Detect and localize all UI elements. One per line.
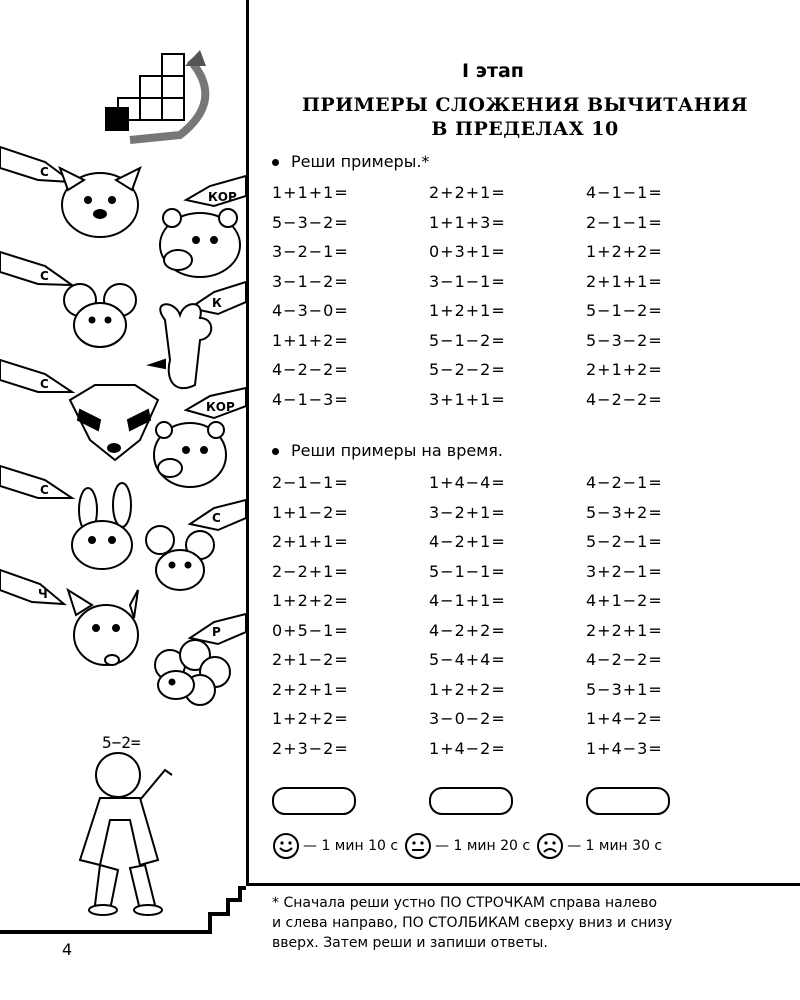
- mouse-head-icon-2: [146, 526, 214, 590]
- bear-head-icon: [160, 209, 240, 277]
- timing-legend: [272, 832, 668, 860]
- example-b-r2-c2: 3−2+1=: [429, 502, 506, 522]
- svg-text:Р: Р: [212, 625, 221, 639]
- happy-face-icon: [272, 832, 300, 860]
- example-a-r6-c2: 5−1−2=: [429, 330, 506, 350]
- example-b-r4-c1: 2−2+1=: [272, 561, 349, 581]
- sad-face-icon: [536, 832, 564, 860]
- example-a-r5-c2: 1+2+1=: [429, 301, 506, 320]
- example-a-r3-c3: 1+2+2=: [586, 242, 663, 261]
- stage-label: I этап: [462, 60, 524, 82]
- page-number: 4: [62, 940, 73, 959]
- example-b-r2-c1: 1+1−2=: [272, 502, 349, 522]
- rabbit-head-icon: [72, 483, 132, 569]
- mouse-head-icon: [64, 284, 136, 347]
- example-b-r4-c2: 5−1−1=: [429, 561, 506, 581]
- example-b-r6-c2: 4−2+2=: [429, 620, 506, 640]
- example-b-r7-c2: 5−4+4=: [429, 650, 506, 669]
- example-b-r7-c1: 2+1−2=: [272, 650, 349, 669]
- examples-grid-2: [272, 468, 752, 763]
- pencil-right-1: [186, 176, 246, 206]
- divider-vertical: [246, 0, 249, 885]
- timing-text-3: — 1 мин 30 с: [567, 838, 663, 854]
- example-a-r7-c3: 2+1+2=: [586, 360, 663, 379]
- svg-text:С: С: [212, 511, 221, 525]
- example-b-r10-c2: 1+4−2=: [429, 738, 506, 758]
- footnote-line-3: вверх. Затем реши и запиши ответы.: [272, 935, 548, 951]
- pencil-left-5: [0, 570, 64, 604]
- svg-text:К: К: [212, 296, 222, 310]
- instruction-2: Реши примеры на время.: [272, 441, 503, 460]
- timing-item-neutral: [404, 832, 530, 860]
- neutral-face-icon: [404, 832, 432, 860]
- example-a-r4-c1: 3−1−2=: [272, 271, 349, 291]
- example-b-r8-c1: 2+2+1=: [272, 679, 349, 699]
- cat-head-icon: [60, 168, 140, 237]
- example-a-r7-c1: 4−2−2=: [272, 360, 349, 379]
- example-b-r8-c3: 5−3+1=: [586, 679, 663, 699]
- example-a-r8-c3: 4−2−2=: [586, 389, 663, 409]
- board-equation: 5−2=: [102, 733, 141, 752]
- example-a-r8-c2: 3+1+1=: [429, 389, 506, 409]
- instruction-1: Реши примеры.*: [272, 152, 429, 171]
- footnote-line-1: * Сначала реши устно ПО СТРОЧКАМ справа налево: [272, 895, 658, 911]
- timing-item-happy: [272, 832, 398, 860]
- example-a-r1-c3: 4−1−1=: [586, 183, 663, 202]
- pencil-left-2: [0, 252, 72, 285]
- example-b-r6-c3: 2+2+1=: [586, 620, 663, 640]
- puppy-head-icon: [68, 590, 138, 665]
- example-b-r10-c1: 2+3−2=: [272, 738, 349, 758]
- examples-grid-1: [272, 178, 752, 414]
- example-b-r6-c1: 0+5−1=: [272, 620, 349, 640]
- example-b-r5-c1: 1+2+2=: [272, 591, 349, 610]
- example-a-r4-c2: 3−1−1=: [429, 271, 506, 291]
- example-b-r9-c2: 3−0−2=: [429, 709, 506, 728]
- example-a-r7-c2: 5−2−2=: [429, 360, 506, 379]
- svg-text:С: С: [40, 377, 49, 391]
- example-a-r3-c2: 0+3+1=: [429, 242, 506, 261]
- bullet-icon: [272, 448, 279, 455]
- bullet-icon: [272, 159, 279, 166]
- timing-text-2: — 1 мин 20 с: [435, 838, 531, 854]
- example-b-r9-c1: 1+2+2=: [272, 709, 349, 728]
- example-b-r3-c3: 5−2−1=: [586, 532, 663, 551]
- sheep-head-icon: [155, 640, 230, 705]
- example-a-r5-c3: 5−1−2=: [586, 301, 663, 320]
- svg-text:КОР: КОР: [206, 400, 235, 414]
- example-b-r5-c3: 4+1−2=: [586, 591, 663, 610]
- example-b-r3-c2: 4−2+1=: [429, 532, 506, 551]
- time-answer-box-1[interactable]: [272, 787, 356, 815]
- svg-text:С: С: [40, 269, 49, 283]
- pencil-right-3: [186, 388, 246, 418]
- blocks-logo-icon: [106, 50, 206, 140]
- example-a-r8-c1: 4−1−3=: [272, 389, 349, 409]
- svg-text:С: С: [40, 483, 49, 497]
- page-title-line1: ПРИМЕРЫ СЛОЖЕНИЯ ВЫЧИТАНИЯ: [301, 94, 749, 116]
- pencil-left-1: [0, 147, 72, 182]
- pencil-right-4: [190, 500, 246, 530]
- pencil-left-4: [0, 466, 72, 498]
- example-b-r9-c3: 1+4−2=: [586, 709, 663, 728]
- svg-text:С: С: [40, 165, 49, 179]
- example-b-r2-c3: 5−3+2=: [586, 502, 663, 522]
- example-b-r7-c3: 4−2−2=: [586, 650, 663, 669]
- raccoon-head-icon: [70, 385, 158, 460]
- example-b-r5-c2: 4−1+1=: [429, 591, 506, 610]
- boy-writing-icon: [80, 753, 172, 915]
- footnote: [272, 893, 742, 953]
- timing-text-1: — 1 мин 10 с: [303, 838, 399, 854]
- example-a-r5-c1: 4−3−0=: [272, 301, 349, 320]
- rooster-icon: [150, 304, 211, 388]
- example-b-r10-c3: 1+4−3=: [586, 738, 663, 758]
- example-b-r4-c3: 3+2−1=: [586, 561, 663, 581]
- example-b-r1-c2: 1+4−4=: [429, 473, 506, 492]
- time-answer-box-2[interactable]: [429, 787, 513, 815]
- page-title-line2: В ПРЕДЕЛАХ 10: [431, 118, 619, 140]
- pencil-left-3: [0, 360, 72, 392]
- example-b-r1-c1: 2−1−1=: [272, 473, 349, 492]
- example-a-r6-c1: 1+1+2=: [272, 330, 349, 350]
- timing-item-sad: [536, 832, 662, 860]
- bear-head-icon-2: [154, 422, 226, 487]
- illustration-column: [0, 0, 246, 1000]
- example-a-r1-c1: 1+1+1=: [272, 183, 349, 202]
- example-a-r6-c3: 5−3−2=: [586, 330, 663, 350]
- divider-horizontal: [246, 883, 800, 886]
- time-answer-box-3[interactable]: [586, 787, 670, 815]
- example-b-r8-c2: 1+2+2=: [429, 679, 506, 699]
- svg-text:КОР: КОР: [208, 190, 237, 204]
- example-a-r3-c1: 3−2−1=: [272, 242, 349, 261]
- example-a-r1-c2: 2+2+1=: [429, 183, 506, 202]
- example-a-r2-c1: 5−3−2=: [272, 212, 349, 232]
- example-b-r3-c1: 2+1+1=: [272, 532, 349, 551]
- example-a-r4-c3: 2+1+1=: [586, 271, 663, 291]
- example-b-r1-c3: 4−2−1=: [586, 473, 663, 492]
- footnote-line-2: и слева направо, ПО СТОЛБИКАМ сверху вниз и снизу: [272, 915, 673, 931]
- example-a-r2-c3: 2−1−1=: [586, 212, 663, 232]
- svg-text:Ч: Ч: [38, 587, 48, 601]
- example-a-r2-c2: 1+1+3=: [429, 212, 506, 232]
